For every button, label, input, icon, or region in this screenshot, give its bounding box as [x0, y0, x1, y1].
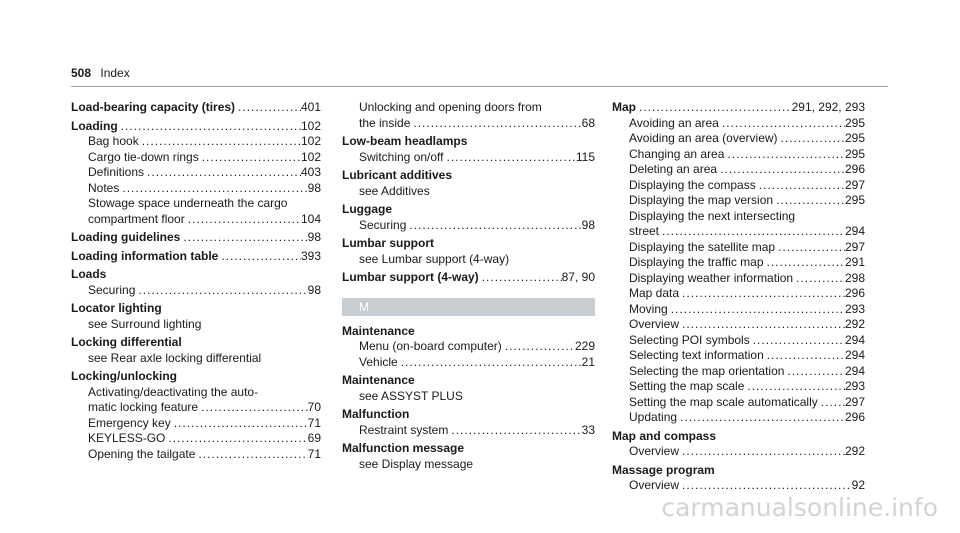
page-reference: 294 [844, 332, 865, 347]
dot-leader [410, 116, 581, 132]
entry-label: Overview [629, 478, 680, 492]
page-reference: 294 [844, 224, 865, 238]
entry-label: Displaying weather information [629, 270, 794, 285]
entry-label: Low-beam headlamps [342, 134, 468, 148]
page-reference: 33 [581, 422, 595, 437]
dot-leader [180, 230, 307, 246]
dot-leader [744, 379, 845, 395]
dot-leader [479, 270, 562, 286]
entry-label: Displaying the next intersecting [629, 208, 796, 223]
dot-leader [165, 431, 307, 447]
index-subentry [612, 302, 865, 318]
page-reference: 98 [307, 230, 321, 244]
page-reference: 393 [300, 248, 321, 263]
dot-leader [764, 348, 845, 364]
index-subentry [71, 212, 321, 228]
index-subentry [612, 240, 865, 256]
page-reference: 295 [844, 193, 865, 207]
index-subentry [71, 283, 321, 299]
page-number: 508 [71, 66, 92, 80]
dot-leader [448, 423, 581, 439]
dot-leader [198, 400, 308, 416]
entry-label: Selecting the map orientation [629, 363, 785, 378]
entry-label: Lumbar support (4-way) [342, 270, 479, 284]
entry-label: Maintenance [342, 373, 415, 387]
entry-label: Loading [71, 118, 118, 133]
index-subentry [71, 317, 321, 333]
page-reference: 292 [844, 444, 865, 458]
dot-leader [135, 283, 307, 299]
page-reference: 69 [307, 431, 321, 445]
entry-label: Massage program [612, 462, 715, 477]
index-entry [71, 119, 321, 135]
entry-label: Setting the map scale automatically [629, 394, 818, 409]
entry-label: Opening the tailgate [88, 446, 196, 461]
dot-leader [679, 444, 845, 460]
index-entry [71, 267, 321, 283]
dot-leader [398, 355, 582, 371]
index-entry [71, 369, 321, 385]
section-title: Index [100, 66, 130, 80]
index-entry [342, 270, 595, 286]
entry-label: see Surround lighting [88, 316, 202, 331]
entry-label: Selecting POI symbols [629, 332, 750, 347]
index-subentry [612, 255, 865, 271]
entry-label: street [629, 224, 660, 238]
entry-label: Updating [629, 410, 678, 424]
dot-leader [444, 150, 576, 166]
page-reference: 115 [575, 149, 595, 164]
page-reference: 295 [844, 131, 865, 145]
dot-leader [118, 119, 301, 135]
page-reference: 102 [300, 149, 321, 164]
index-subentry [71, 351, 321, 367]
entry-label: Loading guidelines [71, 230, 181, 244]
entry-label: see Additives [359, 183, 430, 198]
index-column-2 [342, 100, 595, 472]
index-subentry [342, 116, 595, 132]
entry-label: Changing an area [629, 146, 725, 161]
index-entry [71, 249, 321, 265]
entry-label: Displaying the satellite map [629, 239, 776, 254]
dot-leader [679, 478, 852, 494]
index-subentry [612, 478, 865, 494]
entry-label: Lubricant additives [342, 168, 453, 182]
page-reference: 296 [844, 410, 865, 424]
index-subentry [71, 196, 321, 212]
entry-label: Switching on/off [359, 149, 444, 164]
index-column-1 [71, 100, 321, 462]
index-subentry [612, 444, 865, 460]
dot-leader [724, 147, 845, 163]
dot-leader [818, 395, 845, 411]
dot-leader [793, 271, 845, 287]
index-column-3 [612, 100, 865, 494]
entry-label: Locking differential [71, 335, 182, 349]
page-reference: 98 [307, 180, 321, 195]
dot-leader [636, 100, 792, 116]
index-subentry [612, 131, 865, 147]
index-subentry [342, 389, 595, 405]
entry-label: see ASSYST PLUS [359, 388, 463, 403]
dot-leader [679, 286, 845, 302]
index-entry [342, 236, 595, 252]
index-subentry [71, 416, 321, 432]
page-reference: 102 [300, 134, 321, 148]
entry-label: Overview [629, 444, 680, 458]
dot-leader [717, 162, 845, 178]
dot-leader [756, 178, 845, 194]
entry-label: Luggage [342, 202, 392, 216]
page-header [71, 66, 130, 80]
index-subentry [71, 400, 321, 416]
page-reference: 71 [307, 446, 321, 461]
entry-label: Overview [629, 317, 680, 331]
index-subentry [342, 184, 595, 200]
dot-leader [144, 165, 301, 181]
page-reference: 87, 90 [561, 270, 595, 284]
index-entry [342, 373, 595, 389]
index-entry [342, 202, 595, 218]
index-subentry [612, 162, 865, 178]
index-entry [342, 324, 595, 340]
dot-leader [185, 212, 301, 228]
dot-leader [778, 131, 845, 147]
index-subentry [342, 100, 595, 116]
entry-label: Activating/deactivating the auto- [88, 384, 259, 399]
entry-label: matic locking feature [88, 400, 199, 414]
index-entry [612, 429, 865, 445]
entry-label: Malfunction message [342, 441, 465, 455]
page-reference: 296 [844, 286, 865, 300]
dot-leader [659, 224, 845, 240]
index-subentry [612, 333, 865, 349]
index-subentry [612, 178, 865, 194]
page-reference: 98 [581, 217, 595, 232]
entry-label: Locator lighting [71, 301, 162, 315]
entry-label: Selecting text information [629, 348, 764, 362]
entry-label: Restraint system [359, 422, 449, 437]
index-subentry [612, 395, 865, 411]
page-reference: 21 [581, 354, 595, 369]
index-subentry [612, 317, 865, 333]
index-subentry [612, 224, 865, 240]
dot-leader [750, 333, 845, 349]
index-entry [71, 100, 321, 116]
page-reference: 295 [844, 115, 865, 130]
dot-leader [195, 447, 307, 463]
entry-label: Menu (on-board computer) [359, 339, 502, 353]
index-entry [342, 134, 595, 150]
page-reference: 294 [844, 363, 865, 378]
dot-leader [235, 100, 301, 116]
entry-label: Avoiding an area [629, 115, 719, 130]
page-reference: 293 [844, 379, 865, 393]
page-reference: 102 [300, 118, 321, 133]
index-subentry [71, 385, 321, 401]
index-entry [71, 230, 321, 246]
index-subentry [342, 457, 595, 473]
index-entry [612, 463, 865, 479]
dot-leader [406, 218, 581, 234]
dot-leader [218, 249, 301, 265]
dot-leader [679, 317, 845, 333]
page-reference: 104 [300, 211, 321, 226]
entry-label: Loads [71, 267, 107, 281]
page-reference: 70 [307, 400, 321, 414]
index-entry [71, 335, 321, 351]
index-subentry [71, 165, 321, 181]
page-reference: 71 [307, 415, 321, 430]
index-entry [342, 168, 595, 184]
entry-label: the inside [359, 115, 411, 130]
index-subentry [612, 209, 865, 225]
entry-label: see Lumbar support (4-way) [359, 251, 510, 266]
dot-leader [502, 339, 575, 355]
index-subentry [612, 147, 865, 163]
index-subentry [342, 355, 595, 371]
index-subentry [612, 364, 865, 380]
index-subentry [71, 134, 321, 150]
dot-leader [775, 240, 845, 256]
index-subentry [342, 218, 595, 234]
dot-leader [764, 255, 845, 271]
section-letter-bar: M [342, 298, 595, 316]
index-subentry [342, 150, 595, 166]
entry-label: Deleting an area [629, 162, 718, 176]
dot-leader [773, 193, 845, 209]
index-subentry [612, 286, 865, 302]
entry-label: Loading information table [71, 248, 219, 263]
page-reference: 68 [581, 115, 595, 130]
entry-label: Notes [88, 180, 120, 195]
entry-label: Locking/unlocking [71, 369, 178, 383]
index-entry [612, 100, 865, 116]
index-entry [71, 301, 321, 317]
page-reference: 401 [300, 100, 321, 114]
index-subentry [612, 116, 865, 132]
entry-label: Displaying the traffic map [629, 255, 764, 269]
page-reference: 295 [844, 146, 865, 161]
page-reference: 296 [844, 162, 865, 176]
dot-leader [171, 416, 308, 432]
entry-label: see Display message [359, 456, 474, 471]
index-entry [342, 407, 595, 423]
entry-label: Emergency key [88, 415, 171, 430]
index-subentry [71, 431, 321, 447]
index-subentry [612, 271, 865, 287]
entry-label: Moving [629, 301, 668, 316]
index-subentry [342, 252, 595, 268]
index-subentry [71, 447, 321, 463]
entry-label: Map and compass [612, 428, 717, 443]
page-reference: 293 [844, 301, 865, 316]
index-subentry [612, 379, 865, 395]
index-subentry [342, 339, 595, 355]
dot-leader [119, 181, 307, 197]
dot-leader [199, 150, 301, 166]
entry-label: Load-bearing capacity (tires) [71, 100, 236, 114]
entry-label: Vehicle [359, 354, 398, 369]
page-reference: 291 [844, 255, 865, 269]
page-reference: 291, 292, 293 [791, 100, 865, 114]
page-reference: 403 [300, 165, 321, 179]
page-reference: 297 [844, 177, 865, 192]
entry-label: Definitions [88, 165, 145, 179]
page-reference: 298 [844, 270, 865, 285]
entry-label: Bag hook [88, 134, 139, 148]
watermark: carmanualsonline.info [661, 493, 938, 522]
entry-label: Setting the map scale [629, 379, 745, 393]
page-reference: 292 [844, 317, 865, 331]
entry-label: Displaying the map version [629, 193, 774, 207]
entry-label: Maintenance [342, 323, 415, 338]
entry-label: Securing [359, 217, 407, 232]
entry-label: Map data [629, 286, 680, 300]
page-reference: 297 [844, 239, 865, 254]
entry-label: Cargo tie-down rings [88, 149, 199, 164]
header-divider [71, 86, 888, 87]
entry-label: Map [612, 100, 636, 114]
entry-label: Lumbar support [342, 236, 434, 250]
index-subentry [342, 423, 595, 439]
entry-label: Avoiding an area (overview) [629, 131, 778, 145]
index-subentry [612, 193, 865, 209]
dot-leader [668, 302, 845, 318]
page-reference: 229 [574, 339, 595, 353]
dot-leader [784, 364, 845, 380]
index-subentry [612, 410, 865, 426]
entry-label: Unlocking and opening doors from [359, 100, 542, 114]
dot-leader [139, 134, 301, 150]
index-entry [342, 441, 595, 457]
page-reference: 98 [307, 282, 321, 297]
entry-label: compartment floor [88, 211, 185, 226]
entry-label: KEYLESS-GO [88, 431, 166, 445]
index-subentry [71, 150, 321, 166]
entry-label: Stowage space underneath the cargo [88, 196, 288, 210]
entry-label: Displaying the compass [629, 177, 756, 192]
entry-label: Securing [88, 282, 136, 297]
dot-leader [719, 116, 845, 132]
page-reference: 92 [851, 478, 865, 492]
entry-label: see Rear axle locking differential [88, 350, 262, 365]
page-reference: 294 [844, 348, 865, 362]
index-subentry [71, 181, 321, 197]
dot-leader [677, 410, 845, 426]
page-reference: 297 [844, 394, 865, 409]
index-subentry [612, 348, 865, 364]
entry-label: Malfunction [342, 407, 410, 421]
